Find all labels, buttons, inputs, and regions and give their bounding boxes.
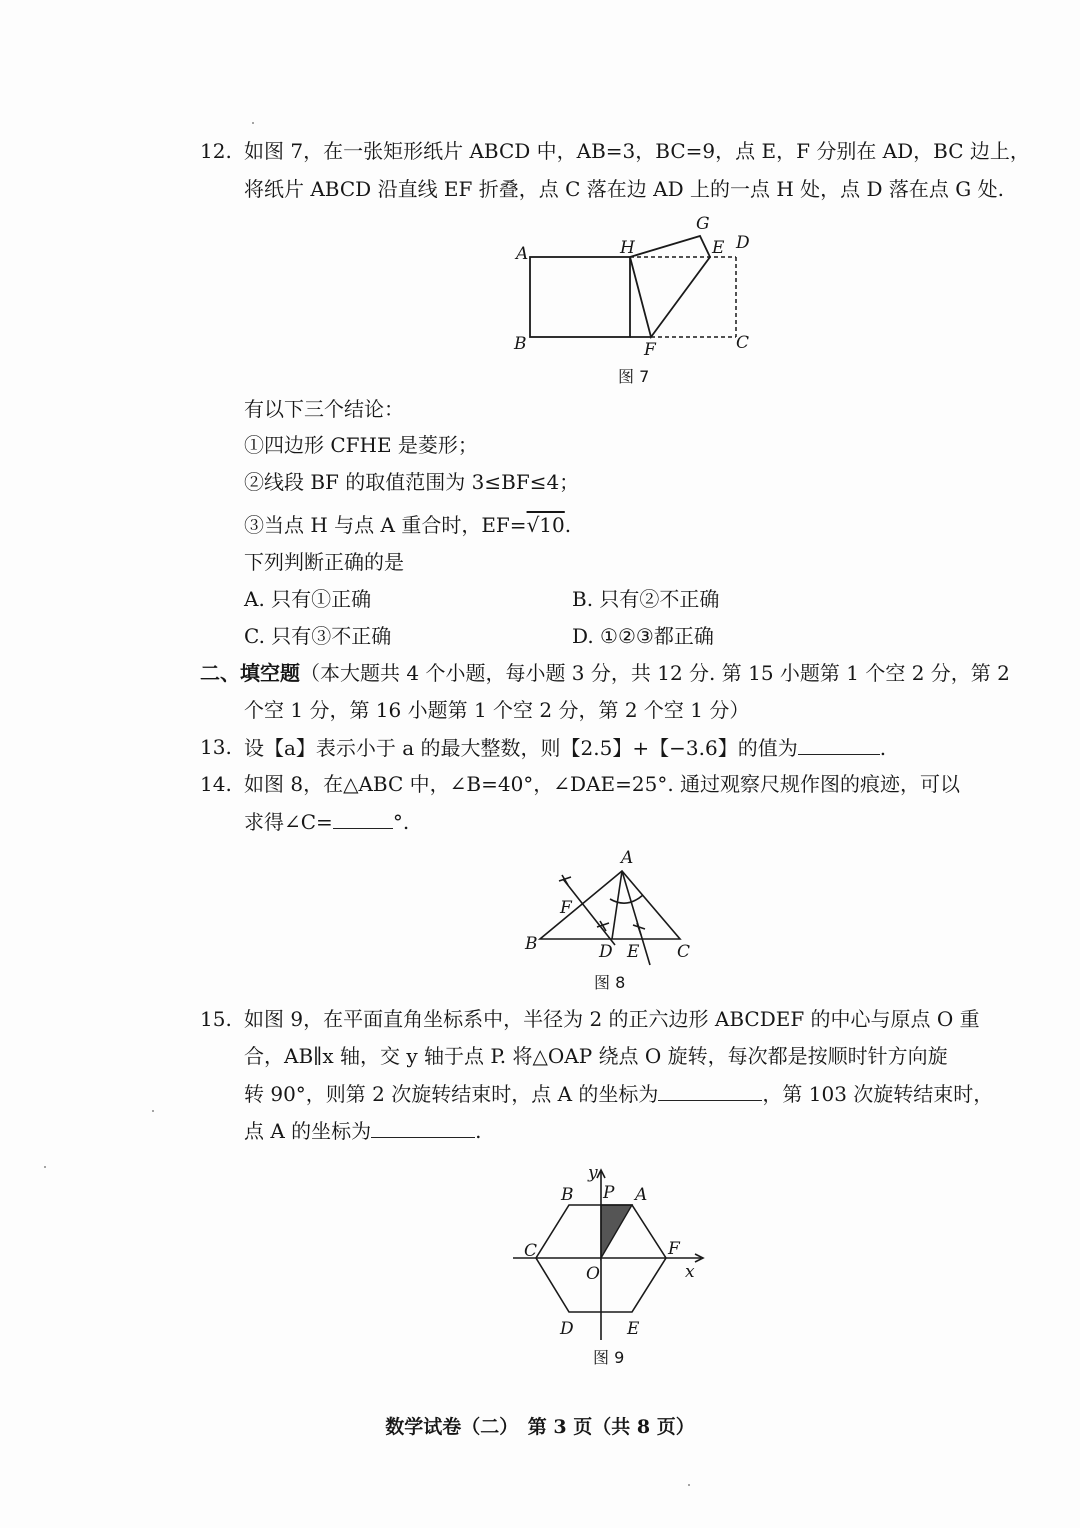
q15-stem-line4 (244, 1115, 482, 1146)
q15-line4-end: . (475, 1119, 482, 1143)
scan-speck (252, 122, 254, 124)
fig8-label-e: E (627, 942, 640, 962)
fig9-label-f: F (668, 1239, 680, 1259)
page-footer: 数学试卷（二） 第 3 页（共 8 页） (385, 1416, 695, 1438)
scan-speck (44, 1166, 46, 1168)
scan-speck (152, 1110, 154, 1112)
fig8-mark-3 (633, 923, 645, 935)
figure-7 (500, 205, 770, 365)
q15-line3-text-a: 转 90°，则第 2 次旋转结束时，点 A 的坐标为 (244, 1082, 659, 1106)
figure-9 (505, 1158, 715, 1348)
q12-option-a: A. 只有①正确 (244, 587, 372, 611)
fig7-folded-part (630, 236, 710, 337)
fig8-label-d: D (599, 942, 613, 962)
q13-answer-blank[interactable] (798, 732, 880, 755)
fig7-label-g: G (696, 214, 710, 234)
fig9-label-a: A (635, 1185, 648, 1205)
q14-answer-blank[interactable] (333, 806, 393, 829)
fig8-label-a: A (621, 848, 634, 868)
fig9-label-e: E (627, 1319, 640, 1339)
fig8-label-b: B (525, 934, 538, 954)
q15-answer-blank-1[interactable] (658, 1078, 762, 1101)
fig9-label-p: P (603, 1183, 615, 1203)
q12-number: 12. (200, 139, 232, 163)
fig8-caption: 图 8 (594, 973, 626, 992)
section2-desc-line1: （本大题共 4 个小题，每小题 3 分，共 12 分. 第 15 小题第 1 个空 2 分，第 2 (300, 661, 1010, 685)
fig9-label-x: x (685, 1262, 695, 1282)
q15-answer-blank-2[interactable] (371, 1115, 475, 1138)
q12-c3-prefix: ③当点 H 与点 A 重合时，EF= (244, 513, 527, 537)
q12-c3-end: . (564, 513, 572, 537)
q15-line4-text: 点 A 的坐标为 (244, 1119, 372, 1143)
q15-line3-text-b: ，第 103 次旋转结束时， (762, 1082, 994, 1106)
q15-stem-line2: 合，AB∥x 轴，交 y 轴于点 P. 将△OAP 绕点 O 旋转，每次都是按顺时针方向旋 (244, 1044, 948, 1068)
q13-number: 13. (200, 735, 232, 759)
q12-conclusion-3 (244, 510, 571, 540)
q13-end: . (879, 736, 887, 760)
fig9-label-b: B (561, 1185, 574, 1205)
fig9-label-o: O (586, 1264, 600, 1284)
fig8-label-c: C (677, 942, 691, 962)
q12-option-b: B. 只有②不正确 (572, 587, 720, 611)
q12-prompt: 下列判断正确的是 (244, 550, 404, 574)
fig7-label-b: B (514, 334, 527, 354)
fig9-label-d: D (560, 1319, 574, 1339)
fig9-caption: 图 9 (593, 1348, 625, 1367)
q12-option-c: C. 只有③不正确 (244, 624, 392, 648)
fig7-label-d: D (736, 233, 750, 253)
section2-desc-line2: 个空 1 分，第 16 小题第 1 个空 2 分，第 2 个空 1 分） (244, 698, 750, 722)
q14-number: 14. (200, 772, 232, 796)
q14-stem-line2 (244, 806, 409, 837)
q12-stem-line2: 将纸片 ABCD 沿直线 EF 折叠，点 C 落在边 AD 上的一点 H 处，点 D 落在点 G 处. (244, 177, 1004, 201)
q15-stem-line1: 如图 9，在平面直角坐标系中，半径为 2 的正六边形 ABCDEF 的中心与原点 O 重 (244, 1007, 980, 1031)
section2-heading (200, 658, 1010, 688)
fig7-label-h: H (620, 238, 635, 258)
scan-speck (688, 1484, 690, 1486)
q15-stem-line3 (244, 1078, 993, 1109)
q12-option-d: D. ①②③都正确 (572, 624, 714, 648)
fig7-label-f: F (644, 340, 656, 360)
fig7-caption: 图 7 (618, 367, 650, 386)
fig9-shaded-triangle-oap (601, 1205, 632, 1258)
fig7-label-e: E (712, 238, 725, 258)
q13-text: 设【a】表示小于 a 的最大整数，则【2.5】+【−3.6】的值为 (244, 736, 798, 760)
q13-stem (244, 732, 886, 763)
q12-intro: 有以下三个结论： (244, 397, 404, 421)
section2-title: 二、填空题 (200, 661, 300, 685)
q12-conclusion-2: ②线段 BF 的取值范围为 3≤BF≤4； (244, 470, 580, 494)
q15-number: 15. (200, 1007, 232, 1031)
q12-stem-line1: 如图 7，在一张矩形纸片 ABCD 中，AB=3，BC=9，点 E，F 分别在 AD，BC 边上， (244, 139, 1030, 163)
q14-line2-end: °. (392, 810, 410, 834)
q14-line2-text: 求得∠C= (244, 810, 333, 834)
figure-8 (515, 843, 705, 973)
fig7-label-c: C (736, 333, 750, 353)
fig7-label-a: A (516, 244, 529, 264)
q12-conclusion-1: ①四边形 CFHE 是菱形； (244, 433, 478, 457)
fig8-arc (610, 895, 643, 903)
fig8-label-f: F (560, 898, 572, 918)
fig8-mark-1 (559, 875, 571, 885)
fig7-rect-abfh (530, 257, 630, 337)
q14-stem-line1: 如图 8，在△ABC 中，∠B=40°，∠DAE=25°. 通过观察尺规作图的痕迹，可以 (244, 772, 961, 796)
q12-c3-sqrt: √10 (526, 513, 565, 537)
fig8-ad (612, 871, 622, 939)
fig9-label-y: y (588, 1163, 598, 1183)
fig9-label-c: C (524, 1241, 538, 1261)
